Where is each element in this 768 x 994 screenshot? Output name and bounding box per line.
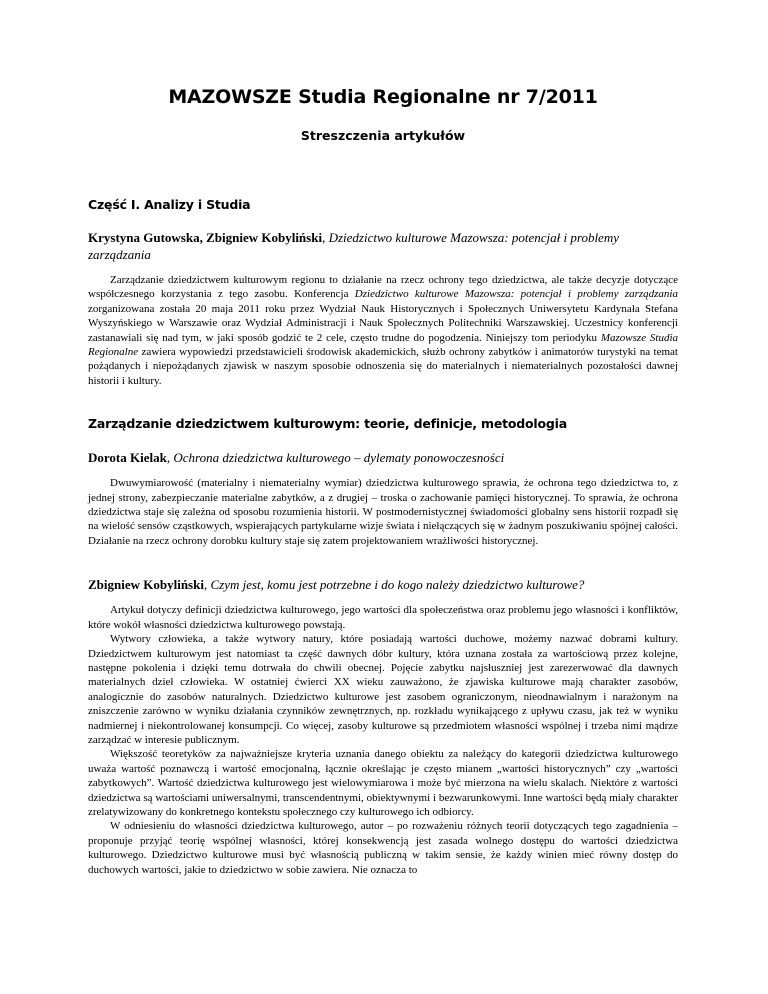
abstract-text: zawiera wypowiedzi przedstawicieli środowisk akademickich, służb ochrony zabytków i animatorów turystyki na temat pożądanych i niepożądanych zjawisk w naszym sposobie odnoszenia się do materialnych i niematerialnych pozostałości dawnej historii i kultury.: [88, 346, 678, 387]
article-abstract: Większość teoretyków za najważniejsze kryteria uznania danego obiektu za należący do kategorii dziedzictwa kulturowego uważa wartość poznawczą i wartość emocjonalną, łącznie określając je często mianem „wartości historycznych” czy „wartości zabytkowych”. Wartość dziedzictwa kulturowego jest wielowymiarowa i może być mierzona na wielu skalach. Niektóre z wartości dziedzictwa są wartościami uniwersalnymi, transcendentnymi, obiektywnymi i bezwarunkowymi. Inne wartości będą miały charakter zrelatywizowany do konkretnego kontekstu społecznego czy kulturowego ich odbiorcy.: [88, 748, 678, 818]
abstract-text: Zarządzanie dziedzictwem kulturowym regionu to działanie na rzecz ochrony tego dziedzictwa, ale także decyzje dotyczące współczesnego korzystania z tego zasobu. Konferencja: [88, 274, 678, 301]
part-heading: Część I. Analizy i Studia: [88, 197, 251, 212]
section-heading: Zarządzanie dziedzictwem kulturowym: teorie, definicje, metodologia: [88, 416, 567, 432]
abstract-italic-text: Dziedzictwo kulturowe Mazowsza: potencjał i problemy zarządzania: [354, 288, 678, 301]
article-abstract: Dwuwymiarowość (materialny i niematerialny wymiar) dziedzictwa kulturowego sprawia, że ochrona tego dziedzictwa to, z jednej strony, zabezpieczanie materialne zabytków, a z drugiej – troska o zachowanie pamięci historycznej. To sprawia, że ochrona dziedzictwa staje się zależna od sposobu rozumienia historii. W postmodernistycznej świadomości globalny sens historii rozpadł się na wielość sensów cząstkowych, wspierających partykularne wizje świata i niełączących się w żadnym poszukiwaniu spójnej całości. Działanie na rzecz ochrony dorobku kultury staje się zatem projektowaniem wrażliwości historycznej.: [88, 477, 678, 547]
article-heading: Dorota Kielak, Ochrona dziedzictwa kulturowego – dylematy ponowoczesności: [88, 450, 505, 466]
article-author: Krystyna Gutowska, Zbigniew Kobyliński: [88, 230, 323, 245]
article-title: Czym jest, komu jest potrzebne i do kogo należy dziedzictwo kulturowe?: [210, 577, 585, 593]
article-abstract: Wytwory człowieka, a także wytwory natury, które posiadają wartości duchowe, możemy nazwać dobrami kultury. Dziedzictwem kulturowym jest natomiast ta część dawnych dóbr kultury, która uznana została za wartościową przez kolejne, następne pokolenia i dzięki temu dotrwała do chwili obecnej. Pojęcie zabytku najsłuszniej jest zarezerwować dla dawnych materialnych dzieł człowieka. W ostatniej ćwierci XX wieku zauważono, że zjawiska kulturowe mają charakter zasobów, analogicznie do zasobów naturalnych. Dziedzictwo kulturowe jest zasobem ograniczonym, nieodnawialnym i narażonym na zniszczenie zarówno w wyniku działania czynników zewnętrznych, np. rozkładu wynikającego z upływu czasu, jak też w wyniku nadmiernej i niekontrolowanej konsumpcji. Co więcej, zasoby kulturowe są przedmiotem własności wspólnej i trzeba nimi mądrze zarządzać w interesie publicznym.: [88, 633, 678, 746]
article-abstract: W odniesieniu do własności dziedzictwa kulturowego, autor – po rozważeniu różnych teorii dotyczących tego zagadnienia – proponuje przyjąć teorię wspólnej własności, której konsekwencją jest zasada wolnego dostępu do wartości dziedzictwa kulturowego. Dziedzictwo kulturowe musi być własnością publiczną w takim sensie, że każdy winien mieć równy dostęp do duchowych wartości, jakie to dziedzictwo w sobie zawiera. Nie oznacza to: [88, 820, 678, 876]
article-heading: Krystyna Gutowska, Zbigniew Kobyliński, Dziedzictwo kulturowe Mazowsza: potencjał i problemy zarządzania: [88, 230, 619, 262]
article-author: Zbigniew Kobyliński: [88, 577, 204, 593]
article-title: Ochrona dziedzictwa kulturowego – dylematy ponowoczesności: [173, 450, 505, 466]
document-title: MAZOWSZE Studia Regionalne nr 7/2011: [168, 86, 598, 108]
document-page: [88, 86, 678, 877]
abstract-italic-text: Mazowsze Studia Regionalne: [88, 331, 678, 359]
abstract-text: zorganizowana została 20 maja 2011 roku przez Wydział Nauk Historycznych i Społecznych Uniwersytetu Kardynała Stefana Wyszyńskiego w Warszawie oraz Wydział Administracji i Nauk Społecznych Politechniki Warszawskiej. Uczestnicy konferencji zastanawiali się nad tym, w jaki sposób godzić te 2 cele, często trudne do pogodzenia. Niniejszy tom periodyku: [88, 302, 678, 344]
article-title: Dziedzictwo kulturowe Mazowsza: potencjał i problemy zarządzania: [88, 230, 619, 262]
document-subtitle: Streszczenia artykułów: [300, 128, 466, 143]
article-heading: Zbigniew Kobyliński, Czym jest, komu jest potrzebne i do kogo należy dziedzictwo kulturowe?: [88, 577, 585, 593]
article-author: Dorota Kielak: [88, 450, 167, 466]
article-abstract: [88, 273, 678, 388]
article-abstract: Artykuł dotyczy definicji dziedzictwa kulturowego, jego wartości dla społeczeństwa oraz problemu jego własności i konfliktów, które wokół własności dziedzictwa kulturowego powstają.: [88, 604, 678, 631]
